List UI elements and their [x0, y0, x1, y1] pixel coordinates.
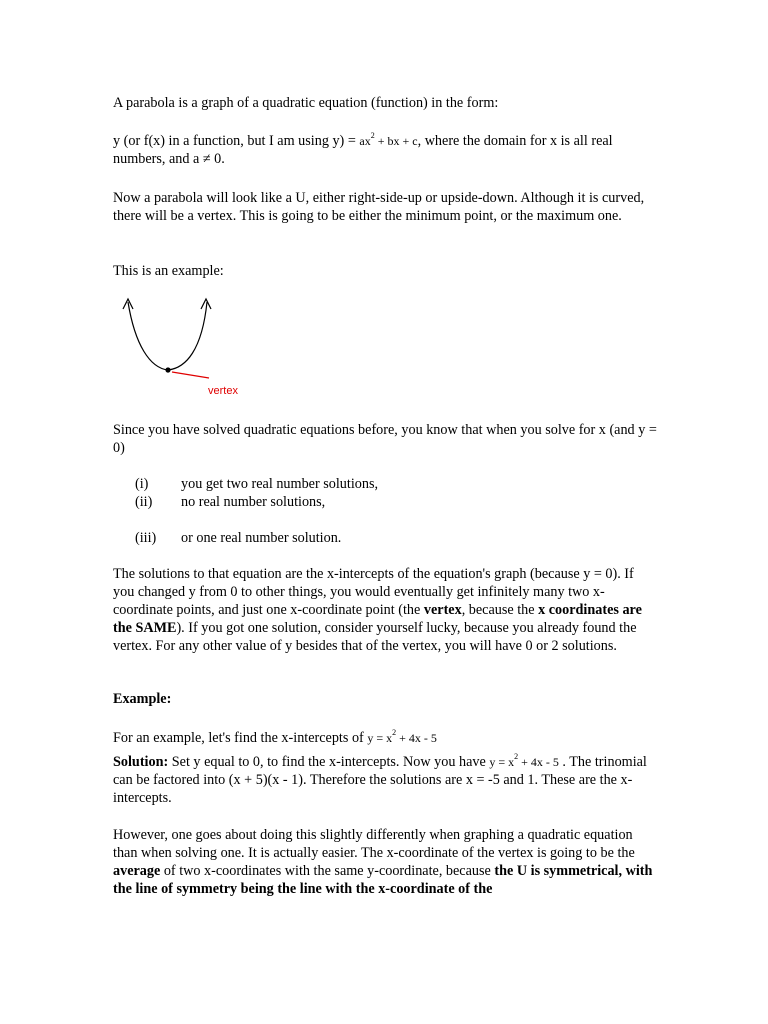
however-paragraph: However, one goes about doing this slightly differently when graphing a quadratic equation than when solving one. It is actually easier. The x-coordinate of the vertex is going to be the average of two x-coordinates with the same y-coordinate, because the U is symmetrical, with the line of symmetry being the line with the x-coordinate of the [113, 827, 653, 897]
list-number: (i) [135, 476, 149, 492]
intro-paragraph: A parabola is a graph of a quadratic equation (function) in the form: [113, 95, 499, 111]
shape-paragraph: Now a parabola will look like a U, either right-side-up or upside-down. Although it is curved, there will be a vertex. This is going to be either the minimum point, or the maximum one. [113, 190, 645, 224]
symmetry-bold: the U is symmetrical, with the line of symmetry being the line with the x-coordinate of the [113, 863, 653, 897]
average-bold: average [113, 863, 161, 879]
list-text: or one real number solution. [181, 530, 342, 546]
list-number: (ii) [135, 494, 153, 510]
same-coordinates-bold: x coordinates are the SAME [113, 602, 642, 636]
form-equation: $ax^2$ + bx + c [359, 131, 418, 148]
example-equation: $y = x^2 + 4x - 5$ [367, 728, 437, 745]
parabola-figure [0, 0, 768, 420]
list-item [135, 475, 655, 493]
form-post-text: , where the domain for x is all real numbers, and a ≠ 0. [113, 133, 613, 167]
list-text: you get two real number solutions, [181, 476, 379, 492]
list-item [135, 529, 655, 547]
solution-paragraph: Solution: Set y equal to 0, to find the x-intercepts. Now you have $y = x^2 + 4x - 5$ . The trinomial can be factored into (x + 5)(x - 1). Therefore the solutions are x = -5 and 1. These are the x-intercepts. [113, 752, 647, 806]
solutions-paragraph: The solutions to that equation are the x-intercepts of the equation's graph (because y = 0). If you changed y from 0 to other things, you would eventually get infinitely many two x-coordinate points, and just one x-coordinate point (the vertex, because the x coordinates are the SAME). If you got one solution, consider yourself lucky, because you already found the vertex. For any other value of y besides that of the vertex, you will have 0 or 2 solutions. [113, 566, 642, 654]
example-line: For an example, let's find the x-intercepts of $y = x^2 + 4x - 5$ [113, 728, 437, 746]
list-item [135, 493, 655, 511]
solution-label: Solution: [113, 754, 169, 770]
vertex-point [165, 367, 170, 372]
example-heading: Example: [113, 691, 172, 707]
solution-equation: $y = x^2 + 4x - 5$ [489, 752, 559, 769]
vertex-label: vertex [208, 385, 238, 397]
list-text: no real number solutions, [181, 494, 326, 510]
vertex-pointer-line [172, 372, 209, 378]
vertex-bold: vertex [423, 602, 462, 618]
example-intro: This is an example: [113, 263, 224, 279]
list-number: (iii) [135, 530, 157, 546]
form-pre-text: y (or f(x) in a function, but I am using y) = [113, 133, 360, 149]
parabola-curve [128, 302, 207, 370]
since-paragraph: Since you have solved quadratic equations before, you know that when you solve for x (and y = 0) [113, 422, 657, 456]
